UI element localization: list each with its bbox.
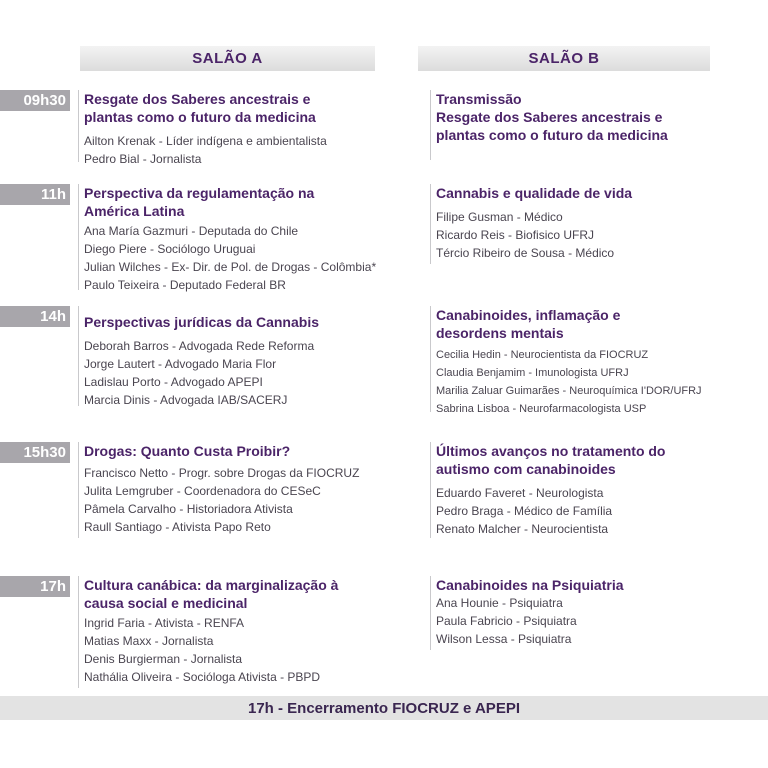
speaker: Claudia Benjamim - Imunologista UFRJ [436, 367, 629, 379]
speaker: Cecilia Hedin - Neurocientista da FIOCRUZ [436, 349, 649, 361]
speaker: Diego Piere - Sociólogo Uruguai [84, 242, 256, 256]
session-title: Perspectivas jurídicas da Cannabis [84, 314, 319, 330]
time-label: 11h [0, 184, 70, 205]
speaker-list [436, 208, 760, 262]
speaker: Matias Maxx - Jornalista [84, 634, 214, 648]
hall-a-session [78, 184, 398, 290]
speaker-list [84, 222, 398, 294]
session-title: Transmissão Resgate dos Saberes ancestrais e plantas como o futuro da medicina [436, 91, 668, 143]
speaker: Pedro Bial - Jornalista [84, 152, 202, 166]
hall-b-session [430, 306, 760, 415]
hall-b-header: SALÃO B [418, 46, 710, 71]
speaker: Sabrina Lisboa - Neurofarmacologista USP [436, 403, 647, 415]
session-title: Canabinoides na Psiquiatria [436, 577, 624, 593]
speaker: Wilson Lessa - Psiquiatra [436, 632, 572, 646]
speaker: Jorge Lautert - Advogado Maria Flor [84, 357, 277, 371]
hall-a-session [78, 442, 398, 538]
speaker: Marilia Zaluar Guimarães - Neuroquímica I'DOR/UFRJ [436, 385, 702, 397]
time-label: 14h [0, 306, 70, 327]
speaker: Tércio Ribeiro de Sousa - Médico [436, 246, 615, 260]
speaker: Raull Santiago - Ativista Papo Reto [84, 520, 271, 534]
speaker: Ailton Krenak - Líder indígena e ambientalista [84, 134, 327, 148]
session-title: Drogas: Quanto Custa Proibir? [84, 443, 291, 459]
hall-a-session [78, 90, 398, 166]
speaker: Julian Wilches - Ex- Dir. de Pol. de Drogas - Colômbia* [84, 260, 377, 274]
session-title: Resgate dos Saberes ancestrais e plantas como o futuro da medicina [84, 91, 316, 125]
hall-a-session [78, 306, 398, 406]
speaker-list [436, 346, 760, 418]
speaker-list [436, 484, 760, 538]
hall-a-header: SALÃO A [80, 46, 375, 71]
speaker: Paulo Teixeira - Deputado Federal BR [84, 278, 286, 292]
speaker: Denis Burgierman - Jornalista [84, 652, 243, 666]
speaker: Paula Fabricio - Psiquiatra [436, 614, 577, 628]
time-label: 17h [0, 576, 70, 597]
speaker-list [84, 132, 398, 168]
hall-b-session [430, 90, 760, 160]
speaker: Marcia Dinis - Advogada IAB/SACERJ [84, 393, 288, 407]
session-title: Perspectiva da regulamentação na América Latina [84, 185, 315, 219]
speaker: Deborah Barros - Advogada Rede Reforma [84, 339, 315, 353]
closing-banner: 17h - Encerramento FIOCRUZ e APEPI [0, 696, 768, 720]
hall-b-session [430, 442, 760, 538]
speaker: Ladislau Porto - Advogado APEPI [84, 375, 263, 389]
speaker-list [84, 337, 398, 409]
speaker-list [436, 594, 760, 648]
time-label: 15h30 [0, 442, 70, 463]
speaker: Pedro Braga - Médico de Família [436, 504, 613, 518]
time-label: 09h30 [0, 90, 70, 111]
speaker: Nathália Oliveira - Socióloga Ativista - PBPD [84, 670, 321, 684]
session-title: Canabinoides, inflamação e desordens mentais [436, 307, 621, 341]
speaker-list [84, 464, 398, 536]
session-title: Últimos avanços no tratamento do autismo com canabinoides [436, 443, 666, 477]
hall-a-session [78, 576, 398, 688]
speaker-list [84, 614, 398, 686]
session-title: Cultura canábica: da marginalização à causa social e medicinal [84, 577, 339, 611]
session-title: Cannabis e qualidade de vida [436, 185, 633, 201]
hall-b-session [430, 576, 760, 650]
speaker: Ricardo Reis - Biofisico UFRJ [436, 228, 595, 242]
hall-b-session [430, 184, 760, 264]
speaker: Francisco Netto - Progr. sobre Drogas da FIOCRUZ [84, 466, 360, 480]
speaker: Pâmela Carvalho - Historiadora Ativista [84, 502, 293, 516]
speaker: Ana María Gazmuri - Deputada do Chile [84, 224, 299, 238]
speaker: Julita Lemgruber - Coordenadora do CESeC [84, 484, 321, 498]
speaker: Renato Malcher - Neurocientista [436, 522, 609, 536]
speaker: Ingrid Faria - Ativista - RENFA [84, 616, 245, 630]
speaker: Eduardo Faveret - Neurologista [436, 486, 604, 500]
speaker: Ana Hounie - Psiquiatra [436, 596, 563, 610]
speaker: Filipe Gusman - Médico [436, 210, 563, 224]
